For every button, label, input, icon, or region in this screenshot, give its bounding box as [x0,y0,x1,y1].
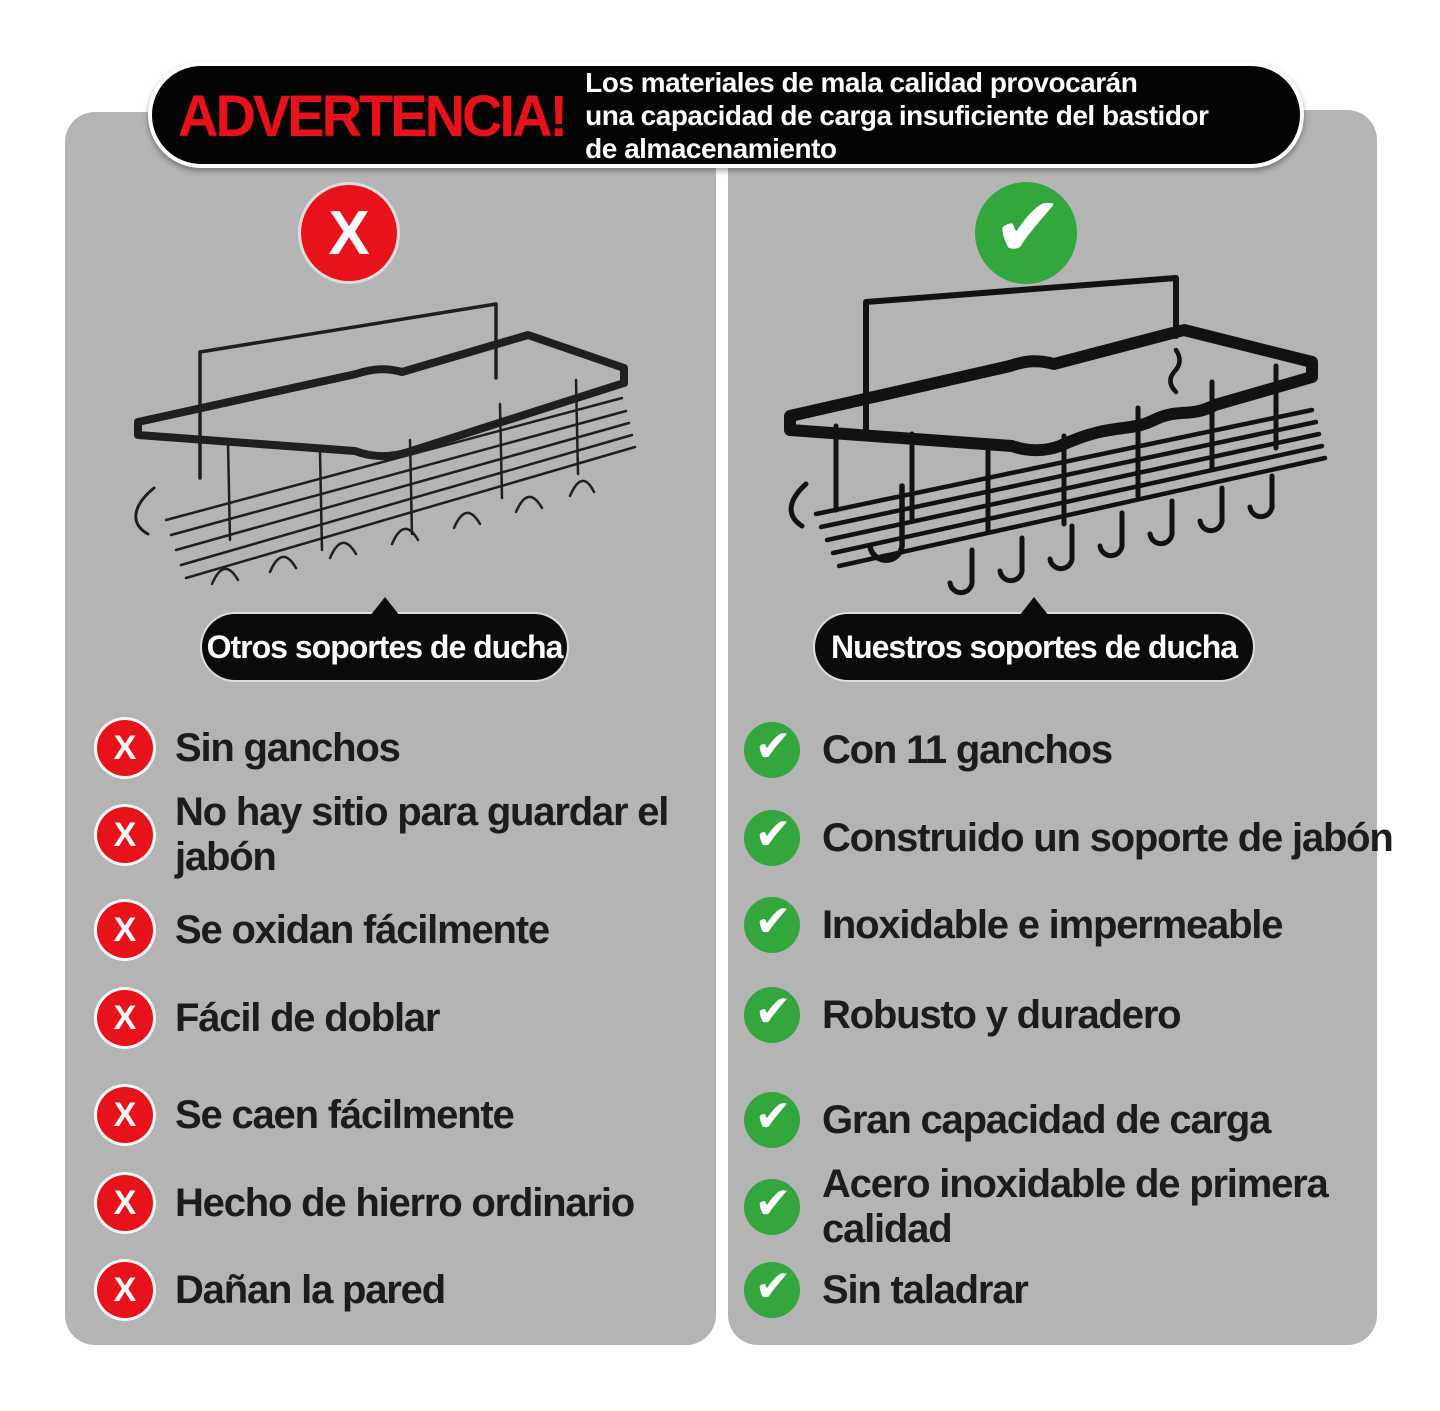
steel-basket-illustration [760,258,1354,606]
feature-text: No hay sitio para guardar el jabón [175,790,669,879]
feature-text: Gran capacidad de carga [822,1097,1271,1142]
right-caption-text: Nuestros soportes de ducha [830,628,1238,665]
list-item [97,720,400,776]
check-icon: ✔ [744,810,800,866]
list-item [744,897,1282,953]
warning-message-line: Los materiales de mala calidad provocarán [585,66,1138,98]
list-item [97,790,715,880]
check-icon: ✔ [744,987,800,1043]
list-item [97,1175,634,1231]
list-item [744,1262,1028,1318]
list-item [97,1087,514,1143]
left-caption-pill [202,614,567,680]
list-item [97,990,439,1046]
list-item [744,1162,1382,1252]
left-caption-text: Otros soportes de ducha [206,628,563,665]
x-icon: X [97,1087,153,1143]
feature-text: Se oxidan fácilmente [175,907,549,952]
pill-pointer [370,597,400,616]
x-icon: X [97,1175,153,1231]
check-glyph: ✔ [992,180,1064,274]
x-icon: X [97,902,153,958]
feature-text: Sin taladrar [822,1267,1028,1312]
check-icon: ✔ [744,722,800,778]
feature-text: Sin ganchos [175,725,400,770]
pill-pointer [1019,597,1049,616]
feature-text: Acero inoxidable de primera calidad [822,1162,1328,1251]
feature-text: Con 11 ganchos [822,727,1112,772]
list-item [97,902,549,958]
right-caption-pill [815,614,1253,680]
check-badge-icon [975,182,1077,284]
list-item [744,987,1180,1043]
warning-banner [148,62,1304,168]
feature-text: Construido un soporte de jabón [822,815,1393,860]
feature-text: Robusto y duradero [822,992,1181,1037]
list-item [744,722,1112,778]
warning-message-line: una capacidad de carga insuficiente del bastidor [585,99,1209,131]
feature-text: Se caen fácilmente [175,1092,514,1137]
list-item [97,1262,445,1318]
warning-message [585,66,1208,165]
warning-message-line: de almacenamiento [585,132,837,164]
wire-basket-illustration [108,282,640,604]
check-icon: ✔ [744,1179,800,1235]
check-icon: ✔ [744,897,800,953]
feature-text: Hecho de hierro ordinario [175,1180,634,1225]
list-item [744,810,1393,866]
x-icon: X [97,807,153,863]
x-icon: X [97,720,153,776]
cross-glyph: X [328,198,370,268]
x-icon: X [97,1262,153,1318]
x-icon: X [97,990,153,1046]
feature-text: Dañan la pared [175,1267,445,1312]
check-icon: ✔ [744,1092,800,1148]
warning-title: ADVERTENCIA! [178,81,566,149]
list-item [744,1092,1270,1148]
check-icon: ✔ [744,1262,800,1318]
cross-badge-icon [301,185,397,281]
feature-text: Fácil de doblar [175,995,440,1040]
feature-text: Inoxidable e impermeable [822,902,1283,947]
